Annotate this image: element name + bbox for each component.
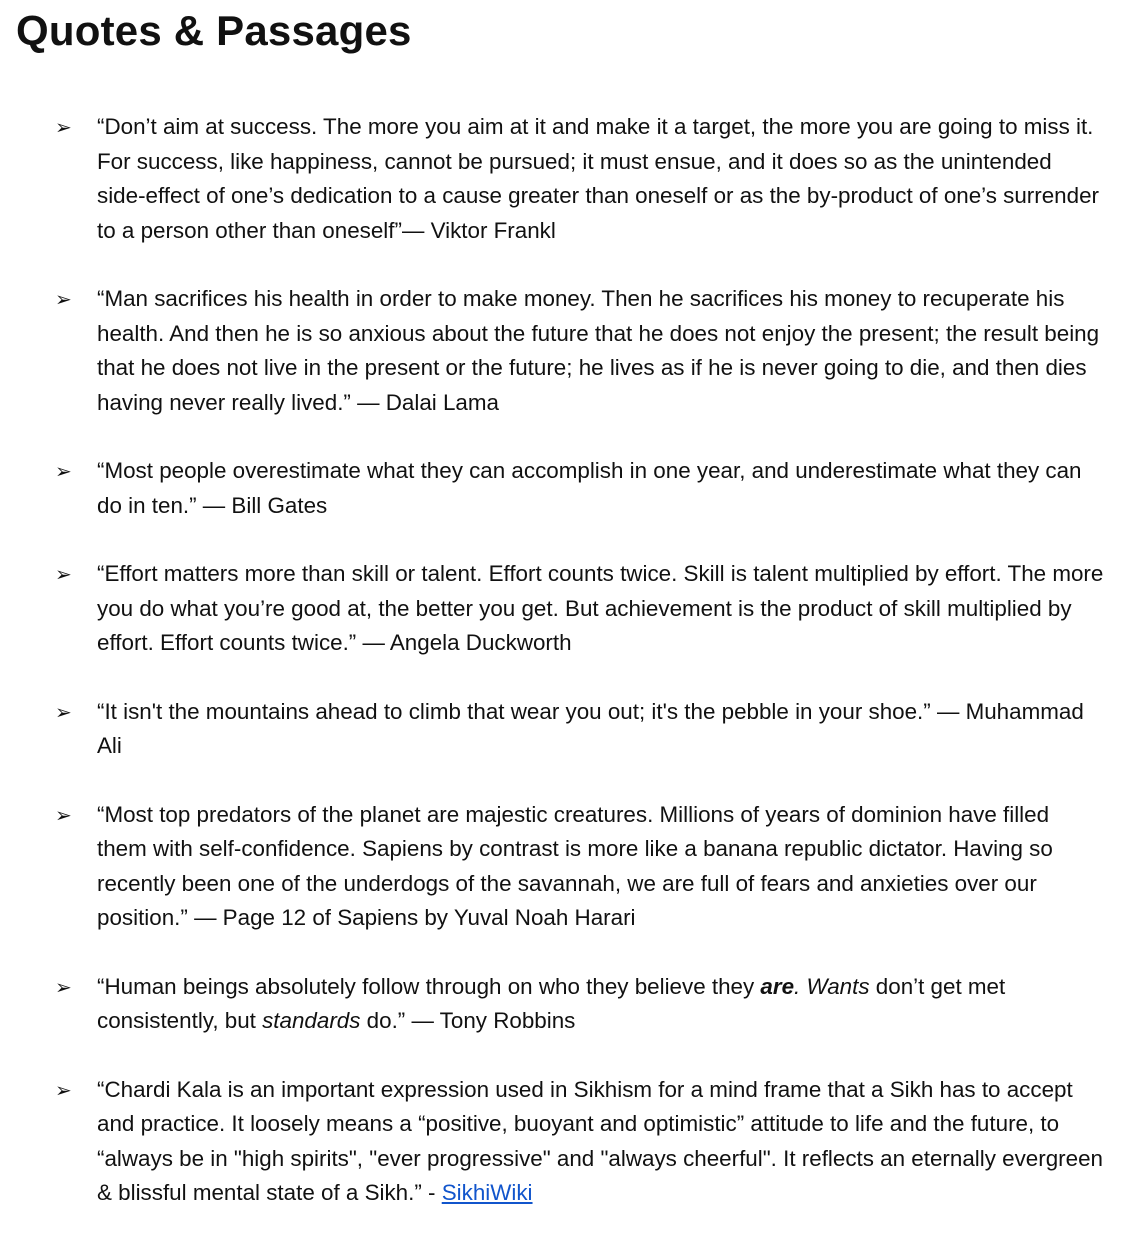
quote-text: “Most people overestimate what they can accomplish in one year, and underestimate what they can do in ten.” — Bill Gates (97, 458, 1082, 518)
arrow-bullet-icon: ➢ (55, 287, 72, 311)
quote-item-tony-robbins (0, 970, 1144, 1039)
quote-list (0, 110, 1144, 1245)
arrow-bullet-icon: ➢ (55, 802, 72, 827)
quote-text: “Don’t aim at success. The more you aim at it and make it a target, the more you are going to miss it. For success, like happiness, cannot be pursued; it must ensue, and it does so as the unintended side-effect of one’s dedication to a cause greater than oneself or as the by-product of one’s surrender to a person other than oneself”— Viktor Frankl (97, 114, 1099, 243)
arrow-bullet-icon: ➢ (55, 562, 72, 586)
arrow-bullet-icon: ➢ (55, 115, 72, 139)
quote-text: “Man sacrifices his health in order to make money. Then he sacrifices his money to recuperate his health. And then he is so anxious about the future that he does not enjoy the present; the result being that he does not live in the present or the future; he lives as if he is never going to die, and then dies having never really lived.” — Dalai Lama (97, 286, 1100, 415)
quote-item-frankl (0, 110, 1144, 248)
arrow-bullet-icon: ➢ (55, 459, 72, 483)
quote-text (97, 1077, 1103, 1206)
emphasis-wants: Wants (806, 973, 870, 999)
arrow-bullet-icon: ➢ (55, 1077, 72, 1102)
quote-item-sapiens (0, 798, 1144, 936)
emphasis-standards: standards (262, 1008, 361, 1033)
quote-text-part: “Chardi Kala is an important expression used in Sikhism for a mind frame that a Sikh has to accept and practice. It loosely means a “positive, buoyant and optimistic” attitude to life and the future, to “always be in "high spirits", "ever progressive" and "always cheerful". It reflects an eternally evergreen & blissful mental state of a Sikh.” - (97, 1076, 1103, 1205)
quote-text-part: don’t get met consistently, but (97, 973, 1006, 1033)
quote-item-chardi-kala (0, 1073, 1144, 1211)
arrow-bullet-icon: ➢ (55, 699, 72, 724)
quote-item-duckworth (0, 557, 1144, 661)
quote-item-muhammad-ali (0, 695, 1144, 764)
quote-text: “Most top predators of the planet are majestic creatures. Millions of years of dominion have filled them with self-confidence. Sapiens by contrast is more like a banana republic dictator. Having so recently been one of the underdogs of the savannah, we are full of fears and anxieties over our position.” — Page 12 of Sapiens by Yuval Noah Harari (97, 801, 1053, 930)
quote-text: “Effort matters more than skill or talent. Effort counts twice. Skill is talent multiplied by effort. The more you do what you’re good at, the better you get. But achievement is the product of skill multiplied by effort. Effort counts twice.” — Angela Duckworth (97, 561, 1104, 655)
quote-text: “It isn't the mountains ahead to climb that wear you out; it's the pebble in your shoe.” — Muhammad Ali (97, 698, 1084, 758)
quote-item-bill-gates (0, 454, 1144, 523)
quote-text-part: do.” — Tony Robbins (360, 1008, 576, 1033)
sikhiwiki-link[interactable]: SikhiWiki (441, 1180, 533, 1205)
emphasis-are: are (760, 973, 795, 999)
arrow-bullet-icon: ➢ (55, 974, 72, 999)
quote-text (97, 974, 1005, 1034)
quote-text-part: “Human beings absolutely follow through on who they believe they (97, 973, 761, 999)
quote-text-part: . (794, 973, 807, 999)
page-title: Quotes & Passages (16, 7, 412, 54)
quote-item-dalai-lama (0, 282, 1144, 420)
